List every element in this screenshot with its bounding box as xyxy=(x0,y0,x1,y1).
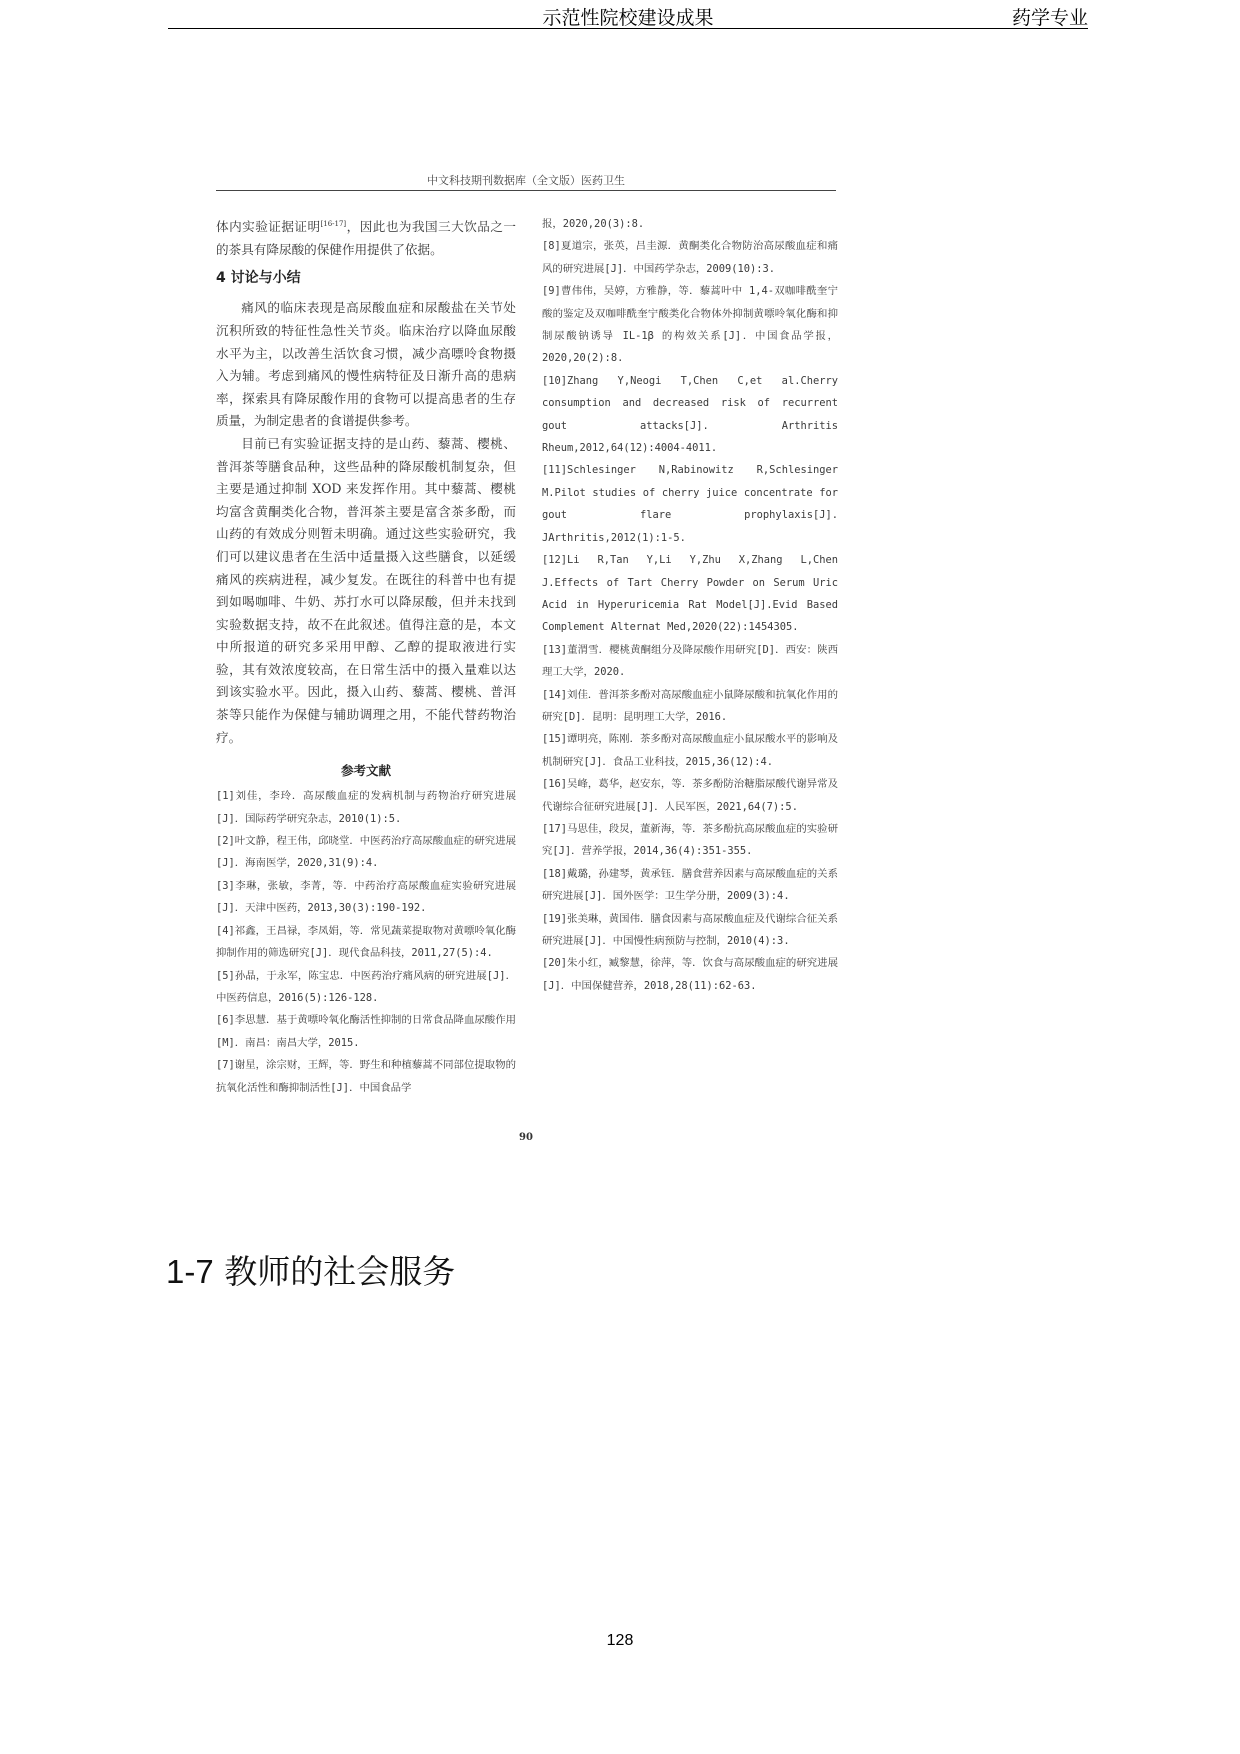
reference-item: [19]张美琳，黄国伟．膳食因素与高尿酸血症及代谢综合征关系研究进展[J]．中国慢性病预防与控制，2010(4):3. xyxy=(542,912,838,947)
reference-item: [6]李思慧．基于黄嘌呤氧化酶活性抑制的日常食品降血尿酸作用[M]．南昌：南昌大学，2015. xyxy=(216,1014,516,1049)
reference-item: [16]吴峰，葛华，赵安东，等．茶多酚防治糖脂尿酸代谢异常及代谢综合征研究进展[J]．人民军医，2021,64(7):5. xyxy=(542,778,838,813)
scan-left-column xyxy=(216,213,516,1099)
reference-item: [10]Zhang Y,Neogi T,Chen C,et al.Cherry consumption and decreased risk of recurrent gout attacks[J]. Arthritis Rheum,2012,64(12):4004-4011. xyxy=(542,374,838,455)
reference-item: [5]孙晶，于永军，陈宝忠．中医药治疗痛风病的研究进展[J]．中医药信息，2016(5):126-128. xyxy=(216,969,516,1004)
reference-item: [7]谢星，涂宗财，王辉，等．野生和种植藜蒿不同部位提取物的抗氧化活性和酶抑制活性[J]．中国食品学 xyxy=(216,1059,516,1094)
reference-item: [11]Schlesinger N,Rabinowitz R,Schlesinger M.Pilot studies of cherry juice concentrate for gout flare prophylaxis[J]. JArthritis,2012(1):1-5. xyxy=(542,464,838,544)
reference-item: [9]曹伟伟，吴婷，方雅静，等．藜蒿叶中 1,4-双咖啡酰奎宁酸的鉴定及双咖啡酰奎宁酸类化合物体外抑制黄嘌呤氧化酶和抑制尿酸钠诱导 IL-1β 的构效关系[J]．中国食品学报，2020,20(2):8. xyxy=(542,285,838,365)
reference-item: [18]戴璐，孙建琴，黄承钰．膳食营养因素与高尿酸血症的关系研究进展[J]．国外医学：卫生学分册，2009(3):4. xyxy=(542,867,838,903)
page-number: 128 xyxy=(606,1632,634,1649)
reference-item: [1]刘佳，李玲．高尿酸血症的发病机制与药物治疗研究进展[J]．国际药学研究杂志，2010(1):5. xyxy=(216,790,516,825)
header-right-title: 药学专业 xyxy=(1011,7,1088,29)
section-title xyxy=(166,1246,455,1293)
reference-item: [14]刘佳．普洱茶多酚对高尿酸血症小鼠降尿酸和抗氧化作用的研究[D]．昆明：昆明理工大学，2016. xyxy=(542,688,838,723)
header-center-title: 示范性院校建设成果 xyxy=(542,7,714,29)
body-paragraph: 痛风的临床表现是高尿酸血症和尿酸盐在关节处沉积所致的特征性急性关节炎。临床治疗以降血尿酸水平为主，以改善生活饮食习惯，减少高嘌呤食物摄入为辅。考虑到痛风的慢性病特征及日渐升高的患病率，探索具有降尿酸作用的食物可以提高患者的生存质量，为制定患者的食谱提供参考。 xyxy=(216,300,516,429)
scan-page-number: 90 xyxy=(519,1132,533,1143)
scanned-journal-page xyxy=(212,166,840,1146)
scan-intro-paragraph: 体内实验证据证明[16-17]，因此也为我国三大饮品之一的茶具有降尿酸的保健作用提供了依据。 xyxy=(216,219,517,257)
reference-item: 报，2020,20(3):8. xyxy=(542,218,645,230)
reference-item: [4]祁鑫，王昌禄，李凤娟，等．常见蔬菜提取物对黄嘌呤氧化酶抑制作用的筛选研究[J]．现代食品科技，2011,27(5):4. xyxy=(216,924,516,960)
scan-journal-header-text: 中文科技期刊数据库（全文版）医药卫生 xyxy=(427,174,625,187)
citation-superscript: [16-17] xyxy=(320,220,347,228)
references-heading: 参考文献 xyxy=(340,763,391,779)
body-paragraph: 目前已有实验证据支持的是山药、藜蒿、樱桃、普洱茶等膳食品种，这些品种的降尿酸机制复杂，但主要是通过抑制 XOD 来发挥作用。其中藜蒿、樱桃均富含黄酮类化合物，普洱茶主要是富含茶多酚，而山药的有效成分则暂未明确。通过这些实验研究，我们可以建议患者在生活中适量摄入这些膳食，以延缓痛风的疾病进程，减少复发。在既往的科普中也有提到如喝咖啡、牛奶、苏打水可以降尿酸，但并未找到实验数据支持，故不在此叙述。值得注意的是，本文中所报道的研究多采用甲醇、乙醇的提取液进行实验，其有效浓度较高，在日常生活中的摄入量难以达到该实验水平。因此，摄入山药、藜蒿、樱桃、普洱茶等只能作为保健与辅助调理之用，不能代替药物治疗。 xyxy=(216,435,516,745)
reference-item: [8]夏道宗，张英，吕圭源．黄酮类化合物防治高尿酸血症和痛风的研究进展[J]．中国药学杂志，2009(10):3. xyxy=(542,240,838,275)
scan-journal-header xyxy=(216,166,836,191)
reference-item: [15]谭明亮，陈刚．茶多酚对高尿酸血症小鼠尿酸水平的影响及机制研究[J]．食品工业科技，2015,36(12):4. xyxy=(542,733,838,768)
scan-right-column xyxy=(542,213,838,997)
reference-item: [3]李琳，张敏，李菁，等．中药治疗高尿酸血症实验研究进展[J]．天津中医药，2013,30(3):190-192. xyxy=(216,879,516,915)
section-heading: 4 讨论与小结 xyxy=(216,270,301,287)
reference-item: [12]Li R,Tan Y,Li Y,Zhu X,Zhang L,Chen J.Effects of Tart Cherry Powder on Serum Uric Acid in Hyperuricemia Rat Model[J].Evid Based Complement Alternat Med,2020(22):1454305. xyxy=(542,554,838,634)
page-header xyxy=(168,0,1088,29)
reference-item: [2]叶文静，程王伟，邱晓堂．中医药治疗高尿酸血症的研究进展[J]．海南医学，2020,31(9):4. xyxy=(216,835,516,870)
reference-item: [20]朱小红，臧黎慧，徐萍，等．饮食与高尿酸血症的研究进展[J]．中国保健营养，2018,28(11):62-63. xyxy=(542,957,838,992)
section-number: 1-7 xyxy=(166,1253,214,1290)
reference-item: [13]董渭雪．樱桃黄酮组分及降尿酸作用研究[D]．西安：陕西理工大学，2020. xyxy=(542,643,838,679)
section-title-text: 教师的社会服务 xyxy=(224,1252,456,1291)
reference-item: [17]马思佳，段炅，董新海，等．茶多酚抗高尿酸血症的实验研究[J]．营养学报，2014,36(4):351-355. xyxy=(542,822,838,858)
